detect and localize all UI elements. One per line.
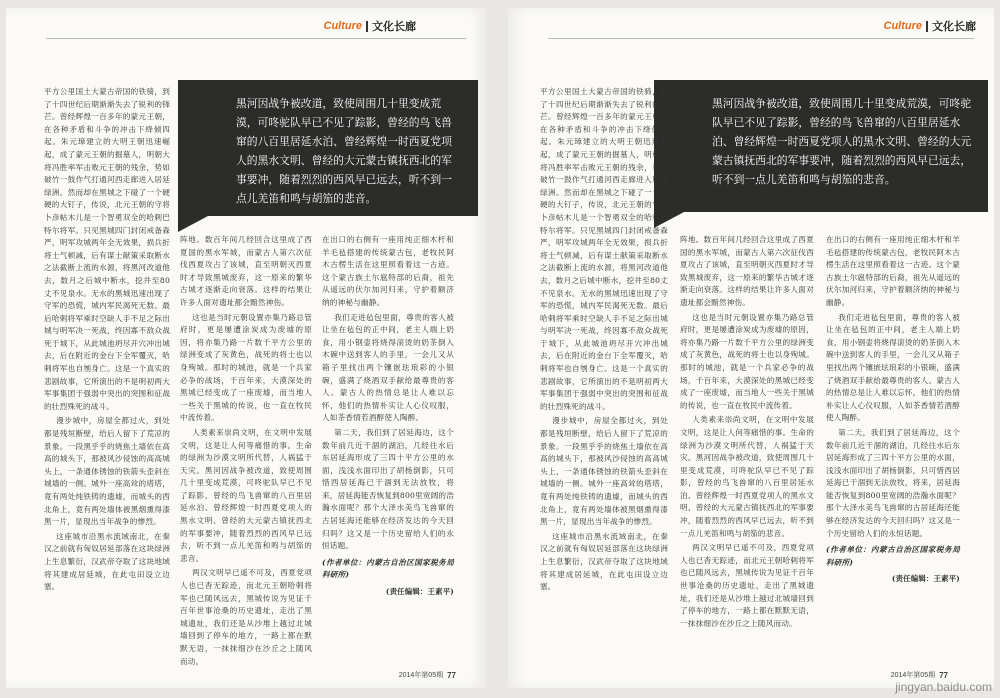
paragraph: 这座城市沿黑水流域南北，在秦汉之前就有匈奴居延部落在这块绿洲上生息繁衍，汉武帝夺取了这块地域将其建成居延城，在此屯田设立边塞。 (44, 531, 170, 592)
column-2 (180, 234, 312, 666)
header-separator (366, 21, 368, 32)
culture-label: Culture (883, 20, 922, 32)
left-page (6, 8, 486, 688)
editor-credit-text: (责任编辑：王素平) (385, 587, 454, 597)
paragraph: 阵地。数百年间几经回合这里成了西夏国的黑水军城，而蒙古人第六次征伐西夏攻占了该城，直至明朝灭西夏时才导致黑城废弃，这一原来的繁华古城才逐渐走向衰落。这样的结果让许多人面对遗址都会黯然神伤。 (680, 235, 814, 307)
section-header (324, 18, 417, 34)
paragraph: 第二天，我们到了居延海边，这个数年前几近干涸的湖泊，几经往水后东居延海形成了三四十平方公里的水面，浅浅水面印出了胡杨倒影，只可惜西居延海已干涸到无法放牧，将来，居延海能否恢复到800里宽阔的浩瀚水面呢？那个大泽水美鸟飞兽窜的古居延海还能够在经济发达的今天回归吗？这又是一个历史留给人们的永恒话题。 (826, 427, 960, 538)
page-number: 77 (939, 670, 948, 680)
paragraph: 两汉文明早已遥不可及，西夏党项人也已杳无踪迹，而北元王朝哈剌将军也已随风远去，黑城传说为见证千百年世事沧桑的历史遗址，走出了黑城遗址，我们还是从沙堆上越过北城墙回到了停车的地方，一路上都在默默无语，一抹抹细沙在沙丘之上随风而动。 (680, 543, 814, 628)
watermark: jingyan.baidu.com (895, 680, 992, 694)
paragraph: 两汉文明早已遥不可及，西夏党项人也已杳无踪迹，而北元王朝哈剌将军也已随风远去，黑城传说为见证千百年世事沧桑的历史遗址，走出了黑城遗址，我们还是从沙堆上越过北城墙回到了停车的地方，一路上都在默默无语，一抹抹细沙在沙丘之上随风而动。 (180, 568, 312, 666)
column-3 (826, 234, 960, 666)
pull-quote-text: 黑河因战争被改道，致使周围几十里变成荒漠，可咚驼队早已不见了踪影，曾经的鸟飞兽窜的八百里居延水泊、曾经辉煌一时西夏党项人的黑水文明、曾经的大元蒙古镇抚西北的军事要冲，随着烈烈的西风早已远去，听不到一点儿羌笛和鸣与胡笳的悲音。 (712, 97, 972, 186)
paragraph: 阵地。数百年间几经回合这里成了西夏国的黑水军城，而蒙古人第六次征伐西夏攻占了该城，直至明朝灭西夏时才导致黑城废弃，这一原来的繁华古城才逐渐走向衰落。这样的结果让许多人面对遗址都会黯然神伤。 (180, 235, 312, 307)
editor-credit-text: (责任编辑：王素平) (891, 574, 960, 584)
header-separator (926, 21, 928, 32)
issue-label: 2014年第05期 (890, 672, 936, 679)
section-title: 文化长廊 (372, 21, 416, 33)
right-page (508, 8, 994, 688)
column-1 (44, 86, 170, 666)
paragraph: 漫步城中，房屋全都过火，到处都是残垣断壁，给后人留下了荒凉的景象。一段黑乎乎的烧焦土墙依在高高的城头下，那被风沙侵蚀的高高城头上，一条通体锈蚀的铁箭头歪斜在城墙的一侧。城外一座高耸的塔塔，竟有两处纯铁铸的遗墟，而城头的西北角上，竟有两处墙体被黑烟熏得漆黑一片，显现出当年战争的惨烈。 (540, 416, 668, 527)
culture-label: Culture (323, 20, 362, 32)
page-folio (399, 670, 456, 680)
column-2 (680, 234, 814, 666)
header-rule (46, 38, 466, 39)
page-number: 77 (447, 670, 456, 680)
paragraph: 在出口的右侧有一座用纯正细木杆和羊毛毡搭建的传统蒙古包，老牧民阿木古楞生活在这里照看着这一古迹。这个蒙古族土尔扈特部的后裔，祖先从遥远的伏尔加河归来，守护着额济纳的神秘与幽静。 (322, 235, 454, 307)
paragraph: 这座城市沿黑水流域南北，在秦汉之前就有匈奴居延部落在这块绿洲上生息繁衍，汉武帝夺取了这块地域将其建成居延城，在此屯田设立边塞。 (540, 531, 668, 592)
paragraph: 这也是当时元朝设置亦集乃路总管府时，更是屡遭涂炭成为废墟的原因，将亦集乃路一片数千平方公里的绿洲变成了灰黄色，战死的将士也以身殉城。那时的城池，就是一个兵家必争的战场，千百年来，大漠深处的黑城已经变成了一座废墟，而当地人一些关于黑城的传说，也一直在牧民中流传着。 (680, 312, 814, 410)
pull-quote-text: 黑河因战争被改道，致使周围几十里变成荒漠，可咚驼队早已不见了踪影，曾经的鸟飞兽窜的八百里居延水泊、曾经辉煌一时西夏党项人的黑水文明、曾经的大元蒙古镇抚西北的军事要冲，随着烈烈的西风早已远去，听不到一点儿羌笛和鸣与胡笳的悲音。 (236, 97, 452, 205)
page-folio (891, 670, 948, 680)
editor-credit (322, 586, 454, 599)
paragraph: 我们走进毡包里面，尊贵的客人被让坐在毡包的正中间，老主人端上奶食，用小钢壶将烧得滚烫的奶茶倒入木碗中送到客人的手里，一会儿又从箱子里找出两个镶嵌珐琅彩的小银碗，盛满了烧酒双手献给最尊贵的客人。蒙古人的热情总是让人难以忘怀，他们的热情朴实让人心仪叹服，人如茶香情若酒醇使人陶醉。 (322, 312, 454, 423)
author-credit: (作者单位：内蒙古自治区国家税务局科研所) (322, 557, 454, 580)
section-title: 文化长廊 (932, 21, 976, 33)
paragraph: 我们走进毡包里面，尊贵的客人被让坐在毡包的正中间，老主人端上奶食，用小钢壶将烧得滚烫的奶茶倒入木碗中送到客人的手里，一会儿又从箱子里找出两个镶嵌珐琅彩的小银碗，盛满了烧酒双手献给最尊贵的客人。蒙古人的热情总是让人难以忘怀，他们的热情朴实让人心仪叹服，人如茶香情若酒醇使人陶醉。 (826, 312, 960, 423)
column-3 (322, 234, 454, 666)
issue-label: 2014年第05期 (398, 672, 444, 679)
header-rule (548, 38, 974, 39)
paragraph: 第二天，我们到了居延海边，这个数年前几近干涸的湖泊，几经往水后东居延海形成了三四十平方公里的水面，浅浅水面印出了胡杨倒影，只可惜西居延海已干涸到无法放牧，将来，居延海能否恢复到800里宽阔的浩瀚水面呢？那个大泽水美鸟飞兽窜的古居延海还能够在经济发达的今天回归吗？这又是一个历史留给人们的永恒话题。 (322, 427, 454, 551)
paragraph: 漫步城中，房屋全都过火，到处都是残垣断壁，给后人留下了荒凉的景象。一段黑乎乎的烧焦土墙依在高高的城头下，那被风沙侵蚀的高高城头上，一条通体锈蚀的铁箭头歪斜在城墙的一侧。城外一座高耸的塔塔，竟有两处纯铁铸的遗墟，而城头的西北角上，竟有两处墙体被黑烟熏得漆黑一片，显现出当年战争的惨烈。 (44, 416, 170, 527)
paragraph: 平方公里国土大蒙古帝国的铁骑，到了十四世纪后期渐渐失去了锐利的锋芒。曾经辉煌一百多年的蒙元王朝，在各种矛盾和斗争的冲击下绛倾四起。朱元璋建立的大明王朝迅速崛起，成了蒙元王朝的掘墓人，明朝大将冯胜率军击败元王朝的残余，势如破竹一鼓作气打通河西走廊进入居延绿洲。然而却在黑城之下碰了一个硬硬的大钉子，传说，北元王朝的守将卜彦帖木儿是一个智勇双全的哈剌巴特尔将军。只见黑城四门封闭戒备森严，明军攻城两年全无效果，损兵折将士气顿减，后有谋士献策采取断水之法截断上流的水源，将黑河改道他去，数月之后城中断水，挖井至80丈不见泉水。无水的黑城迅速出现了守军的恐慌，城内军民渴死无数。最后哈剌将军乘时空缺人手不足之际出城与明军决一死战，终因寡不敌众战死于城下，从此城池坍尽开穴冲出城去，后在附近的金台下全军覆灭，哈剌将军也自刎身亡。这是一个真实的悲剧故事，它所演出的不是明初两大军事集团于强弱中突出的突围和征战的壮烈殊死的战斗。 (540, 87, 668, 411)
paragraph: 人类素来崇尚文明，在文明中发展文明，这是让人何等痛惜的事。生命的绿洲为沙漠文明所代替，人祸猛于天灾。黑河因战争被改道，致使周围几十里变成荒漠，可咚驼队早已不见了踪影，曾经的鸟飞兽窜的八百里居延水泊、曾经辉煌一时西夏党项人的黑水文明、曾经的大元蒙古镇抚西北的军事要冲，随着烈烈的西风早已远去，听不到一点儿羌笛和鸣与胡笳的悲音。 (180, 427, 312, 563)
pull-quote (654, 80, 988, 212)
paragraph: 人类素来崇尚文明，在文明中发展文明，这是让人何等痛惜的事。生命的绿洲为沙漠文明所代替，人祸猛于天灾。黑河因战争被改道，致使周围几十里变成荒漠，可咚驼队早已不见了踪影，曾经的鸟飞兽窜的八百里居延水泊、曾经辉煌一时西夏党项人的黑水文明、曾经的大元蒙古镇抚西北的军事要冲，随着烈烈的西风早已远去，听不到一点儿羌笛和鸣与胡笳的悲音。 (680, 415, 814, 538)
column-1 (540, 86, 668, 666)
paragraph: 平方公里国土大蒙古帝国的铁骑，到了十四世纪后期渐渐失去了锐利的锋芒。曾经辉煌一百多年的蒙元王朝，在各种矛盾和斗争的冲击下绛倾四起。朱元璋建立的大明王朝迅速崛起，成了蒙元王朝的掘墓人，明朝大将冯胜率军击败元王朝的残余，势如破竹一鼓作气打通河西走廊进入居延绿洲。然而却在黑城之下碰了一个硬硬的大钉子，传说，北元王朝的守将卜彦帖木儿是一个智勇双全的哈剌巴特尔将军。只见黑城四门封闭戒备森严，明军攻城两年全无效果，损兵折将士气顿减，后有谋士献策采取断水之法截断上流的水源，将黑河改道他去，数月之后城中断水，挖井至80丈不见泉水。无水的黑城迅速出现了守军的恐慌，城内军民渴死无数。最后哈剌将军乘时空缺人手不足之际出城与明军决一死战，终因寡不敌众战死于城下，从此城池坍尽开穴冲出城去，后在附近的金台下全军覆灭，哈剌将军也自刎身亡。这是一个真实的悲剧故事，它所演出的不是明初两大军事集团于强弱中突出的突围和征战的壮烈殊死的战斗。 (44, 87, 170, 411)
editor-credit (826, 573, 960, 586)
section-header (884, 18, 977, 34)
paragraph: 在出口的右侧有一座用纯正细木杆和羊毛毡搭建的传统蒙古包，老牧民阿木古楞生活在这里照看着这一古迹。这个蒙古族土尔扈特部的后裔，祖先从遥远的伏尔加河归来，守护着额济纳的神秘与幽静。 (826, 235, 960, 307)
author-credit: (作者单位：内蒙古自治区国家税务局科研所) (826, 545, 960, 567)
paragraph: 这也是当时元朝设置亦集乃路总管府时，更是屡遭涂炭成为废墟的原因，将亦集乃路一片数千平方公里的绿洲变成了灰黄色，战死的将士也以身殉城。那时的城池，就是一个兵家必争的战场，千百年来，大漠深处的黑城已经变成了一座废墟，而当地人一些关于黑城的传说，也一直在牧民中流传着。 (180, 312, 312, 423)
pull-quote-notch (178, 216, 208, 232)
pull-quote (178, 80, 478, 216)
